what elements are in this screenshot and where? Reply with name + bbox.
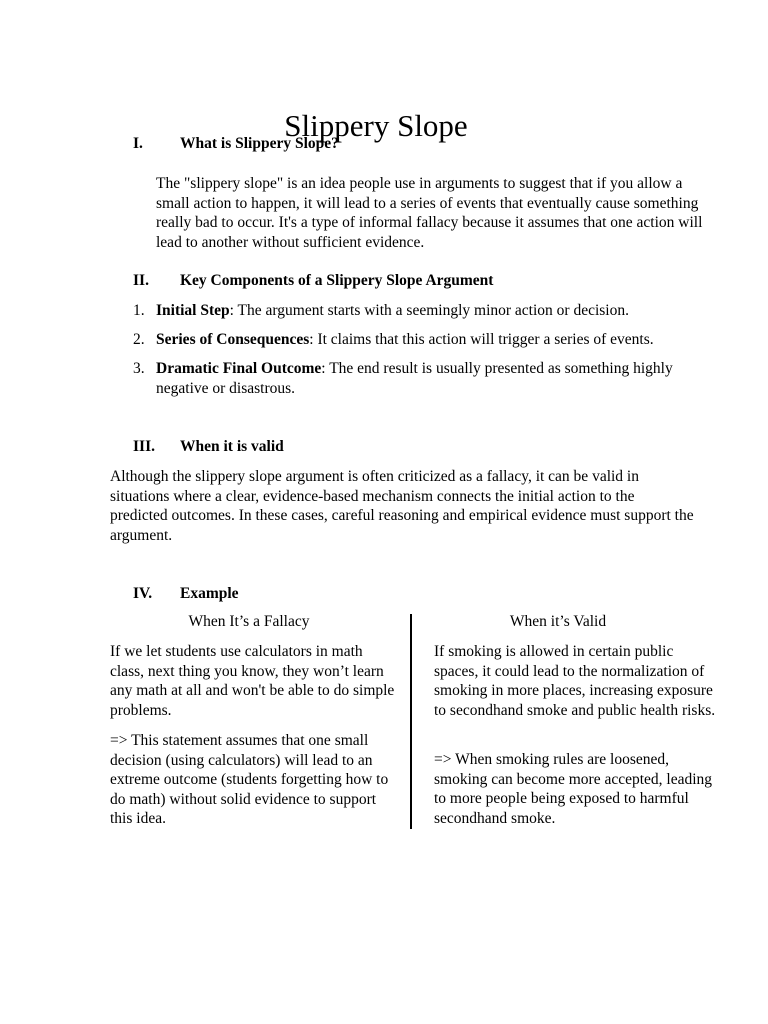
section-number: II. [133, 272, 149, 289]
section-title: What is Slippery Slope? [180, 135, 339, 152]
section-number: IV. [133, 585, 153, 602]
section-title: Key Components of a Slippery Slope Argument [180, 272, 494, 289]
list-item-text: : The argument starts with a seemingly minor action or decision. [229, 302, 629, 319]
section-heading-3 [133, 437, 284, 457]
section-title: When it is valid [180, 438, 284, 455]
fallacy-example: If we let students use calculators in math class, next thing you know, they won’t learn any math at all and won't be able to do simple problems. [110, 643, 395, 719]
list-item [133, 330, 713, 350]
list-item-text: : It claims that this action will trigger a series of events. [309, 331, 654, 349]
document-title: Slippery Slope [284, 107, 468, 143]
column-divider [410, 614, 412, 829]
section-heading-2 [133, 271, 493, 291]
section-3-body: Although the slippery slope argument is often criticized as a fallacy, it can be valid in situations where a clear, evidence-based mechanism connects the initial action to the predicted outcomes. In these cases, careful reasoning and empirical evidence must support the argument. [110, 468, 694, 544]
section-heading-1 [133, 134, 339, 154]
list-item-term: Initial Step [156, 302, 230, 319]
valid-example: If smoking is allowed in certain public spaces, it could lead to the normalization of smoking in more places, increasing exposure to secondhand smoke and public health risks. [434, 643, 716, 719]
list-item-text: : The end result is usually presented as something highly negative or disastrous. [156, 360, 673, 397]
section-heading-4 [133, 584, 239, 604]
section-title: Example [180, 585, 239, 602]
key-components-list [133, 301, 713, 408]
list-marker: 1. [133, 302, 145, 319]
section-number: III. [133, 438, 155, 455]
valid-column-heading: When it’s Valid [509, 613, 607, 630]
fallacy-explanation: => This statement assumes that one small decision (using calculators) will lead to an extreme outcome (students forgetting how to do math) without solid evidence to support this idea. [110, 732, 389, 828]
list-item [133, 359, 713, 398]
list-marker: 2. [133, 331, 145, 349]
list-item [133, 301, 713, 321]
list-marker: 3. [133, 360, 145, 378]
valid-explanation: => When smoking rules are loosened, smoking can become more accepted, leading to more people being exposed to harmful secondhand smoke. [434, 751, 713, 827]
fallacy-column-heading: When It’s a Fallacy [188, 613, 310, 630]
list-item-term: Dramatic Final Outcome [156, 360, 322, 378]
list-item-term: Series of Consequences [156, 331, 310, 349]
section-1-body: The "slippery slope" is an idea people use in arguments to suggest that if you allow a small action to happen, it will lead to a series of events that eventually cause something really bad to occur. It's a type of informal fallacy because it assumes that one action will lead to another without sufficient evidence. [156, 175, 703, 251]
section-number: I. [133, 135, 143, 152]
